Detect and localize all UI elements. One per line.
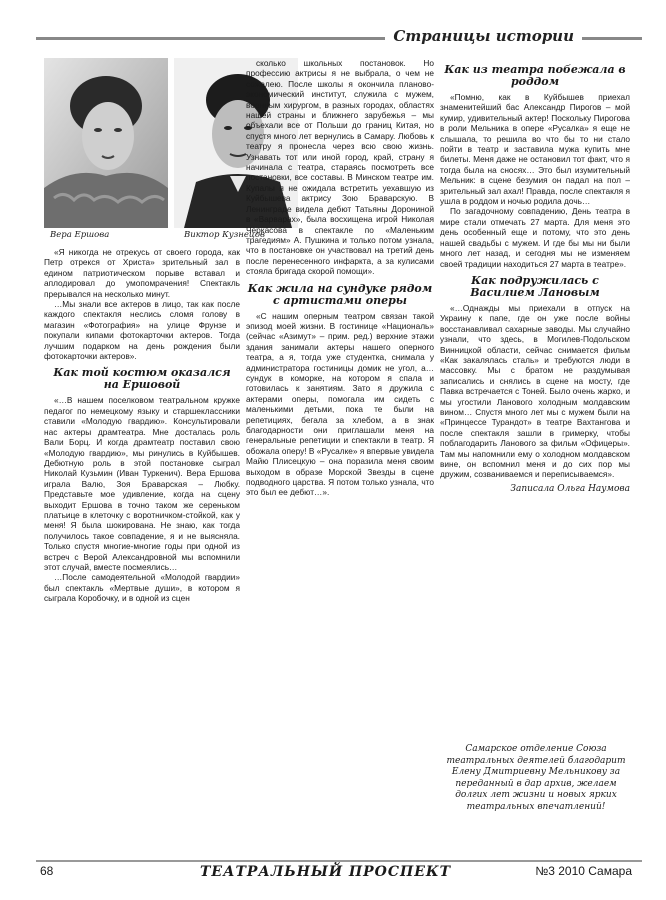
paragraph: «Я никогда не отрекусь от своего города, как Петр отрекся от Христа» зрительный зал в едином патриотическом порыве вставал и аплодировал до умопомрачения! Спектакль прерывался на несколько минут. bbox=[44, 247, 240, 299]
column-3 bbox=[440, 58, 630, 494]
paragraph: «…В нашем поселковом театральном кружке педагог по немецкому языку и старшеклассники ставили «Молодую гвардию». Консультировали нас актеры драмтеатра. Мне досталась роль Вали Борц. И когда драмтеатр поставил свою «Молодую гвардию», мы ринулись в Куйбышев. Дебютную роль в этой постановке сыграл Николай Кузьмин (Иван Туркенич). Вера Ершова играла Валю, Зоя Браварская – Любку. Представьте мое удивление, когда на сцену выходит Ершова в точно таком же сереньком платьице в клеточку с воротничком-стойкой, как у меня! Я была шокирована. Не знаю, как тогда получилось такое совпадение, я и не выясняла. Только спустя многие-многие годы при одной из встреч с Верой Александровной мы вспомнили этот случай, вместе посмеялись… bbox=[44, 395, 240, 572]
paragraph: «Помню, как в Куйбышев приехал знаменитейший бас Александр Пирогов – мой кумир, удивительный актер! Поскольку Пирогова в роли Мельника в опере «Русалка» я еще не слышала, то решила во что бы то ни стало пойти в театр и заставила мужа купить мне билеты. Меня даже не остановил тот факт, что я тогда была на сносях… Это был изумительный Мельник: в сцене безумия он падал на пол – зрительный зал ахал! Правда, после спектакля я ушла в роддом и ночью родила дочь… bbox=[440, 92, 630, 207]
photo-vera-ershova bbox=[44, 58, 168, 228]
subheading: Как подружилась с Василием Лановым bbox=[470, 273, 600, 299]
paragraph: сколько школьных постановок. Но профессию актрисы я не выбрала, о чем не сожалею. После школы я окончила планово-экономический институт, служила с мужем, военным хирургом, в разных городах, областях нашей страны и ближнего зарубежья – мы объехали все от Польши до границ Китая, но спустя много лет вернулись в Самару. Любовь к театру я пронесла через всю свою жизнь. Узнавать тот или иной город, край, страну я начинала с театра, стараясь посмотреть все постановки, все составы. В Минском театре им. Купалы я не ожидала встретить уехавшую из Куйбышева актрису Зою Браварскую. В Ленинграде видела дебют Татьяны Дорониной в «Варварах», была восхищена игрой Николая Черкасова в спектакле по «Маленьким трагедиям» А. Пушкина и только потом узнала, что в постановке он участвовал на третий день после перенесенного инфаркта, а за кулисами стояла бригада скорой помощи». bbox=[246, 58, 434, 277]
caption-left: Вера Ершова bbox=[50, 230, 110, 240]
acknowledgement-note: Самарское отделение Союза театральных деятелей благодарит Елену Дмитриевну Мельникову за переданный в дар архив, желаем долгих лет жизни и новых ярких театральных впечатлений! bbox=[446, 744, 626, 812]
paragraph: По загадочному совпадению, День театра в мире стали отмечать 27 марта. Для меня это день особенный еще и потому, что это день нашей свадьбы с мужем. И где бы мы ни были много лет назад, и сегодня мы не изменяем своей традиции находиться 27 марта в театре». bbox=[440, 206, 630, 269]
subheading: Как жила на сундуке рядом с артистами оперы bbox=[247, 281, 433, 307]
caption-right: Виктор Кузнецов bbox=[184, 230, 265, 240]
paragraph: …Мы знали все актеров в лицо, так как после каждого спектакля неслись сломя голову в магазин «Фотография» на улице Фрунзе и покупали кипами фотокарточки актеров. Тогда лучшим подарком на день рождения были фотокарточки актеров». bbox=[44, 299, 240, 362]
author-signature: Записала Ольга Наумова bbox=[510, 483, 630, 494]
magazine-title: ТЕАТРАЛЬНЫЙ ПРОСПЕКТ bbox=[200, 864, 452, 880]
section-title: Страницы истории bbox=[385, 27, 582, 45]
column-1 bbox=[44, 247, 240, 604]
paragraph: «С нашим оперным театром связан такой эпизод моей жизни. В гостинице «Националь» (сейчас «Азимут» – прим. ред.) верхние этажи здания занимали актеры нашего оперного театра, а я, тогда уже студентка, снимала у администратора гостиницы домик не угол, а… сундук в коморке, на котором я спала и готовилась к занятиям. Зато я дружила с актерами оперы, помогала им сидеть с маленькими детьми, пока те были на репетициях, бегала за хлебом, а в знак благодарности они приглашали меня на генеральные репетиции и спектакли в театр. Я обожала оперу! В «Русалке» я впервые увидела Майю Плисецкую – она поразила меня своим выходом в образе Морской Звезды в сцене подводного царства. Я потом только узнала, что это был ее дебют…». bbox=[246, 310, 434, 498]
section-header bbox=[36, 27, 642, 45]
paragraph: «…Однажды мы приехали в отпуск на Украину к папе, где он уже после войны восстанавливал сахарные заводы. Мы случайно узнали, что здесь, в Могилев-Подольском Винницкой области, сейчас снимается фильм «Как закалялась сталь» и требуются люди в массовку. Мы с братом не раздумывая записались и снялись в сцене на мосту, где Павка встречается с Тоней. Было очень жарко, и мы угостили Ланового холодным молдавским вином… Спустя много лет мы с мужем были на «Принцессе Турандот» в театре Вахтангова и после спектакля зашли в гримерку, чтобы поблагодарить Ланового за фильм «Офицеры». Там мы напомнили ему о холодном молдавском вине, он вспомнил меня и до сих пор мы дружим, созваниваемся и переписываемся». bbox=[440, 302, 630, 480]
subheading: Как той костюм оказался на Ершовой bbox=[53, 366, 231, 392]
footer-rule bbox=[36, 860, 642, 862]
column-2 bbox=[246, 58, 434, 498]
issue-info: №3 2010 Самара bbox=[535, 864, 632, 878]
paragraph: …После самодеятельной «Молодой гвардии» был спектакль «Мертвые души», в котором я сыграла Коробочку, и в одной из сцен bbox=[44, 572, 240, 604]
subheading: Как из театра побежала в роддом bbox=[444, 63, 626, 88]
page-number: 68 bbox=[40, 864, 54, 878]
